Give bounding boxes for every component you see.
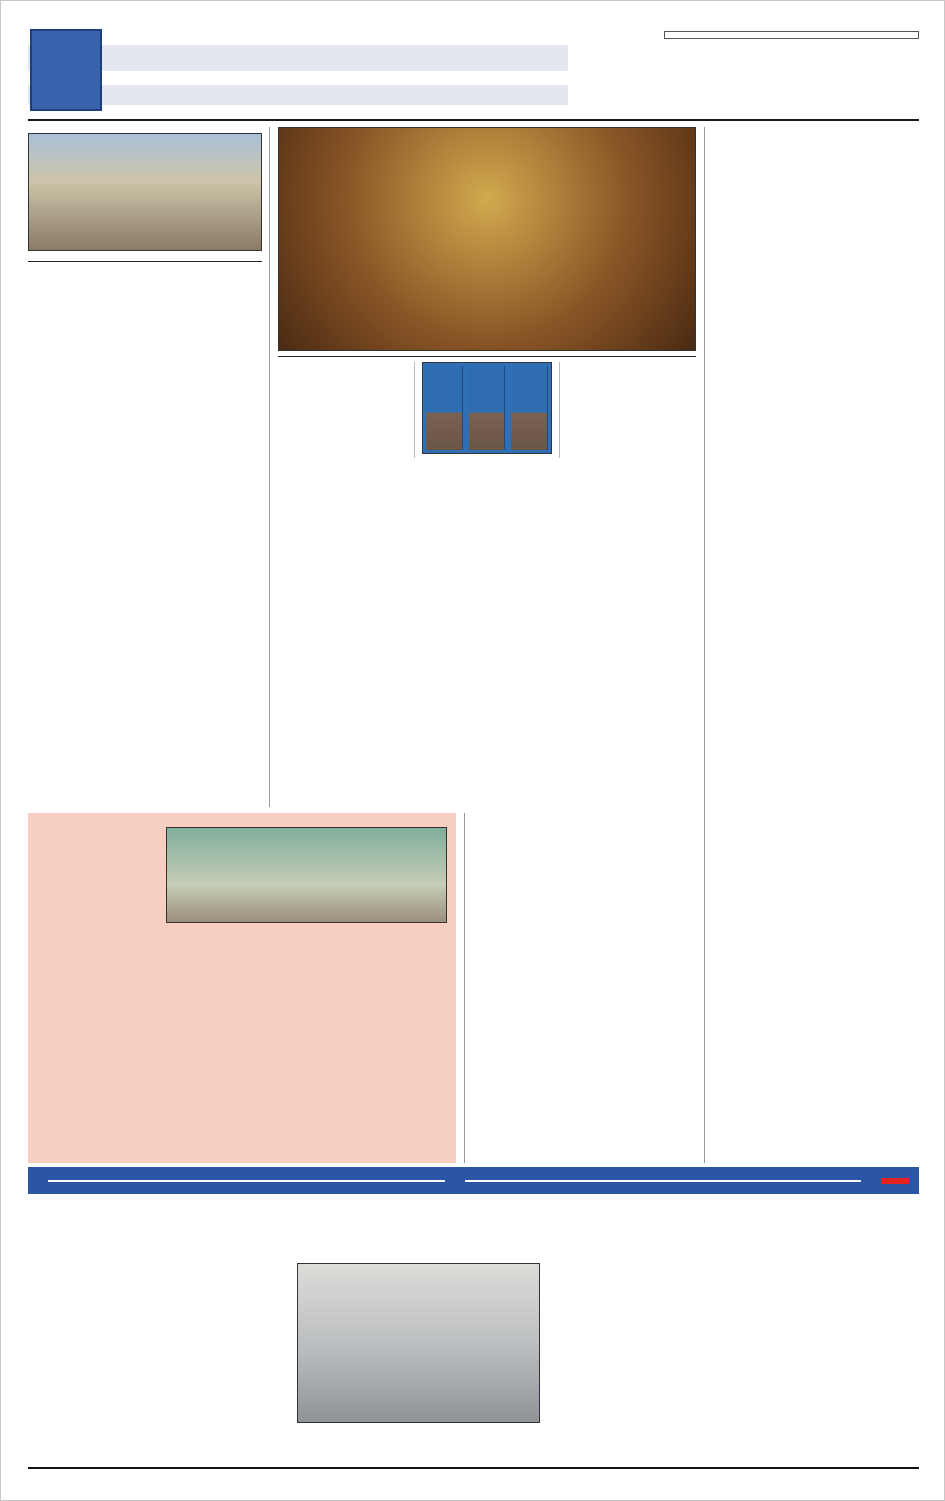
article-tableau-awareness bbox=[28, 133, 262, 256]
header-decorative-bar bbox=[28, 85, 568, 105]
article-columns bbox=[28, 1263, 919, 1459]
article-column-3 bbox=[549, 1263, 635, 1459]
article-column-1 bbox=[278, 362, 407, 458]
temple-visit-figure bbox=[278, 127, 696, 351]
topper-portrait bbox=[426, 366, 462, 450]
bottom-divider bbox=[28, 1467, 919, 1469]
top-row bbox=[28, 127, 696, 807]
article-column-4 bbox=[643, 1263, 764, 1459]
poetry-event-photo bbox=[166, 827, 447, 923]
pu-toppers-photo bbox=[422, 362, 551, 454]
article-divider bbox=[28, 261, 262, 262]
poetry-column-1 bbox=[37, 827, 159, 927]
topper-portrait bbox=[511, 366, 547, 450]
section-tag-local bbox=[881, 1178, 909, 1184]
article-columns bbox=[278, 362, 696, 458]
header-divider bbox=[28, 119, 919, 121]
header-decorative-bar bbox=[28, 45, 568, 71]
column-left bbox=[28, 127, 270, 807]
epaper-website-box bbox=[664, 31, 919, 39]
masthead bbox=[268, 35, 668, 45]
left-center-region bbox=[28, 127, 696, 1163]
article-poetry-box bbox=[28, 813, 456, 1163]
column-right bbox=[704, 127, 919, 1163]
article-column-2 bbox=[414, 362, 551, 458]
banner-line-right bbox=[465, 1180, 862, 1182]
masthead-header bbox=[28, 29, 919, 115]
article-column-1 bbox=[28, 1263, 169, 1459]
article-column-2 bbox=[178, 1263, 287, 1459]
article-divider bbox=[278, 356, 696, 357]
main-section bbox=[28, 127, 919, 1163]
article-kolar-results bbox=[278, 362, 696, 458]
temple-visit-photo bbox=[278, 127, 696, 351]
article-column-3 bbox=[559, 362, 696, 458]
article-graves-complaint bbox=[28, 1204, 919, 1469]
topper-portrait bbox=[469, 366, 505, 450]
column-center bbox=[278, 127, 696, 807]
complaint-handover-photo bbox=[297, 1263, 540, 1423]
section-banner bbox=[28, 1167, 919, 1194]
article-headline bbox=[28, 1204, 919, 1251]
page-number-badge bbox=[30, 29, 102, 111]
article-body bbox=[472, 818, 696, 1086]
header-right-block bbox=[664, 31, 919, 47]
article-polling-visit bbox=[464, 813, 696, 1163]
article-column-5 bbox=[774, 1263, 919, 1459]
complaint-handover-figure bbox=[297, 1263, 540, 1459]
poetry-right-region bbox=[166, 827, 447, 927]
lower-row bbox=[28, 813, 696, 1163]
poetry-columns bbox=[37, 827, 447, 927]
banner-line-left bbox=[48, 1180, 445, 1182]
tableau-group-photo bbox=[28, 133, 262, 251]
